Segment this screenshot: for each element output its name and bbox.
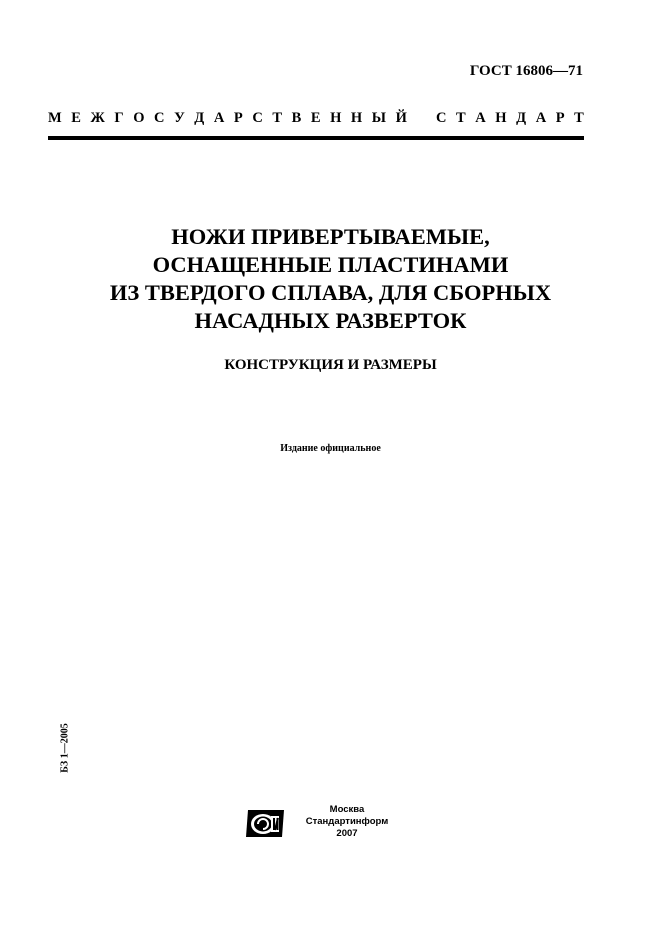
heading-letter: С: [435, 110, 447, 126]
document-subtitle: КОНСТРУКЦИЯ И РАЗМЕРЫ: [224, 357, 437, 373]
title-line: ИЗ ТВЕРДОГО СПЛАВА, ДЛЯ СБОРНЫХ: [109, 280, 552, 305]
heading-letter: Й: [395, 110, 407, 126]
heading-letter: Р: [555, 110, 565, 126]
heading-letter: Р: [233, 110, 243, 126]
heading-letter: О: [133, 110, 145, 126]
heading-letter: Н: [350, 110, 363, 126]
heading-letter: С: [154, 110, 165, 126]
title-line: НАСАДНЫХ РАЗВЕРТОК: [194, 308, 467, 333]
standard-type-heading: [48, 110, 584, 127]
publisher-city: Москва: [329, 804, 365, 815]
side-code: БЗ 1—2005: [59, 723, 71, 773]
heading-letter: А: [475, 110, 486, 126]
heading-letter: Т: [456, 110, 466, 126]
edition-label: Издание официальное: [280, 443, 381, 454]
heading-letter: В: [291, 110, 302, 126]
heading-letter: Е: [310, 110, 321, 126]
heading-letter: Ж: [90, 110, 105, 126]
publisher-block: [300, 804, 394, 840]
heading-letter: Н: [330, 110, 342, 126]
heading-letter: Д: [194, 110, 205, 126]
heading-letter: А: [213, 110, 225, 126]
heading-letter: А: [535, 110, 547, 126]
header-rule: [48, 136, 584, 140]
document-number: ГОСТ 16806—71: [469, 63, 583, 79]
heading-letter: Д: [516, 110, 527, 126]
standartinform-logo-icon: [245, 809, 285, 838]
heading-letter: Н: [495, 110, 507, 126]
heading-letter: М: [48, 110, 62, 126]
heading-letter: Ы: [371, 110, 386, 126]
heading-letter: С: [252, 110, 263, 126]
heading-letter: Г: [114, 110, 124, 126]
publisher-year: 2007: [336, 828, 358, 839]
heading-word-gap: [416, 110, 426, 127]
heading-letter: У: [174, 110, 185, 126]
title-line: НОЖИ ПРИВЕРТЫВАЕМЫЕ,: [171, 224, 490, 249]
publisher-name: Стандартинформ: [305, 816, 389, 827]
title-line: ОСНАЩЕННЫЕ ПЛАСТИНАМИ: [152, 252, 509, 277]
heading-letter: Т: [574, 110, 584, 126]
heading-letter: Е: [71, 110, 81, 126]
document-title: [0, 223, 661, 335]
heading-letter: Т: [272, 110, 283, 126]
